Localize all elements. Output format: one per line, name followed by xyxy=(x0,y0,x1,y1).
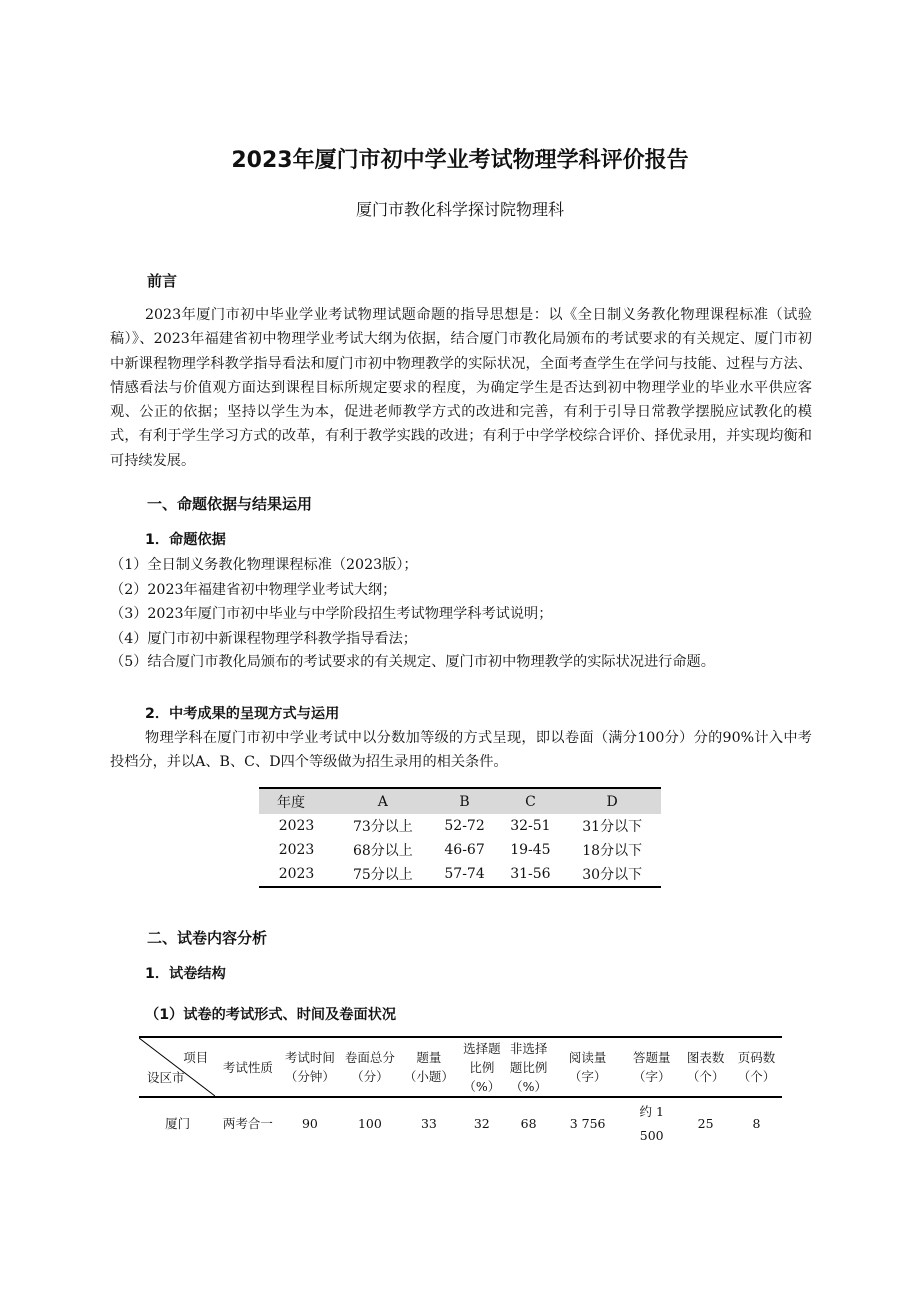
cell: 75分以上 xyxy=(352,867,413,883)
preface-heading: 前言 xyxy=(147,272,178,290)
corner-city-label: 设区市 xyxy=(147,1070,185,1085)
cell-answer: 约 1 500 xyxy=(639,1104,664,1143)
basis-item-3: （3）2023年厦门市初中毕业与中学阶段招生考试物理学科考试说明； xyxy=(110,606,553,622)
cell: 57-74 xyxy=(444,866,485,882)
header-charts: 图表数 （个） xyxy=(686,1050,725,1084)
table-row xyxy=(139,1097,782,1150)
cell: 68分以上 xyxy=(352,843,413,859)
cell: 73分以上 xyxy=(352,819,413,835)
header-total: 卷面总分 （分） xyxy=(344,1050,395,1084)
exam-form-heading: （1）试卷的考试形式、时间及卷面状况 xyxy=(145,1007,397,1023)
cell-pages: 8 xyxy=(752,1116,761,1131)
cell: 46-67 xyxy=(444,842,485,858)
cell: 2023 xyxy=(278,842,315,858)
section1-heading: 一、命题依据与结果运用 xyxy=(147,495,313,513)
cell: 30分以下 xyxy=(582,867,643,883)
corner-header-cell xyxy=(139,1037,216,1097)
cell-nonchoice: 68 xyxy=(520,1116,537,1131)
header-c: C xyxy=(498,788,564,814)
grade-table xyxy=(259,787,661,888)
basis-heading: 1．命题依据 xyxy=(145,532,226,548)
corner-item-label: 项目 xyxy=(183,1050,209,1065)
cell-count: 33 xyxy=(420,1116,437,1131)
grade-table-header xyxy=(259,788,661,814)
cell: 32-51 xyxy=(510,818,551,834)
cell-time: 90 xyxy=(301,1116,318,1131)
cell-reading: 3 756 xyxy=(569,1116,606,1131)
header-nature: 考试性质 xyxy=(222,1059,273,1075)
basis-item-5: （5）结合厦门市教化局颁布的考试要求的有关规定、厦门市初中物理教学的实际状况进行命题。 xyxy=(110,654,715,670)
table-row xyxy=(259,814,661,838)
exam-table-header xyxy=(139,1037,782,1097)
header-answer: 答题量 （字） xyxy=(632,1050,671,1084)
header-pages: 页码数 （个） xyxy=(737,1050,776,1084)
cell: 2023 xyxy=(278,866,315,882)
table-row xyxy=(259,838,661,862)
preface-body: 2023年厦门市初中毕业学业考试物理试题命题的指导思想是：以《全日制义务教化物理课程标准（试验稿）》、2023年福建省初中物理学业考试大纲为依据，结合厦门市教化局颁布的考试要求的有关规定、厦门市初中新课程物理学科教学指导看法和厦门市初中物理教学的实际状况，全面考查学生在学问与技能、过程与方法、情感看法与价值观方面达到课程目标所规定要求的程度，为确定学生是否达到初中物理学业的毕业水平供应客观、公正的依据；坚持以学生为本，促进老师教学方式的改进和完善，有利于引导日常教学摆脱应试教化的模式，有利于学生学习方式的改革，有利于教学实践的改进；有利于中学学校综合评价、择优录用，并实现均衡和可持续发展。 xyxy=(110,307,812,469)
header-b: B xyxy=(432,788,498,814)
header-nonchoice: 非选择 题比例 （%） xyxy=(509,1040,548,1094)
section2-heading: 二、试卷内容分析 xyxy=(147,929,268,947)
header-count: 题量 （小题） xyxy=(403,1050,454,1084)
basis-item-2: （2）2023年福建省初中物理学业考试大纲； xyxy=(110,582,397,598)
header-d: D xyxy=(563,788,661,814)
cell: 31-56 xyxy=(510,866,551,882)
basis-item-4: （4）厦门市初中新课程物理学科教学指导看法； xyxy=(110,631,417,647)
header-choice: 选择题 比例 （%） xyxy=(463,1040,501,1094)
cell: 52-72 xyxy=(444,818,485,834)
header-year: 年度 xyxy=(259,788,334,814)
page-title: 2023年厦门市初中学业考试物理学科评价报告 xyxy=(231,148,689,173)
table-row xyxy=(259,862,661,887)
cell-nature: 两考合一 xyxy=(222,1116,273,1131)
header-a: A xyxy=(334,788,432,814)
header-reading: 阅读量 （字） xyxy=(568,1050,607,1084)
cell: 31分以下 xyxy=(582,819,643,835)
page-subtitle: 厦门市教化科学探讨院物理科 xyxy=(355,200,564,219)
cell: 19-45 xyxy=(510,842,551,858)
structure-heading: 1．试卷结构 xyxy=(145,966,226,982)
cell: 18分以下 xyxy=(582,843,643,859)
results-heading: 2．中考成果的呈现方式与运用 xyxy=(145,706,340,722)
exam-structure-table xyxy=(139,1036,782,1150)
cell: 2023 xyxy=(278,818,315,834)
cell-city: 厦门 xyxy=(165,1116,191,1131)
cell-charts: 25 xyxy=(697,1116,714,1131)
basis-item-1: （1）全日制义务教化物理课程标准（2023版）； xyxy=(110,557,418,573)
diagonal-divider xyxy=(139,1038,215,1096)
header-time: 考试时间 （分钟） xyxy=(284,1050,335,1084)
results-body: 物理学科在厦门市初中学业考试中以分数加等级的方式呈现，即以卷面（满分100分）分的90%计入中考投档分，并以A、B、C、D四个等级做为招生录用的相关条件。 xyxy=(110,730,812,771)
cell-choice: 32 xyxy=(473,1116,490,1131)
cell-total: 100 xyxy=(357,1116,382,1131)
